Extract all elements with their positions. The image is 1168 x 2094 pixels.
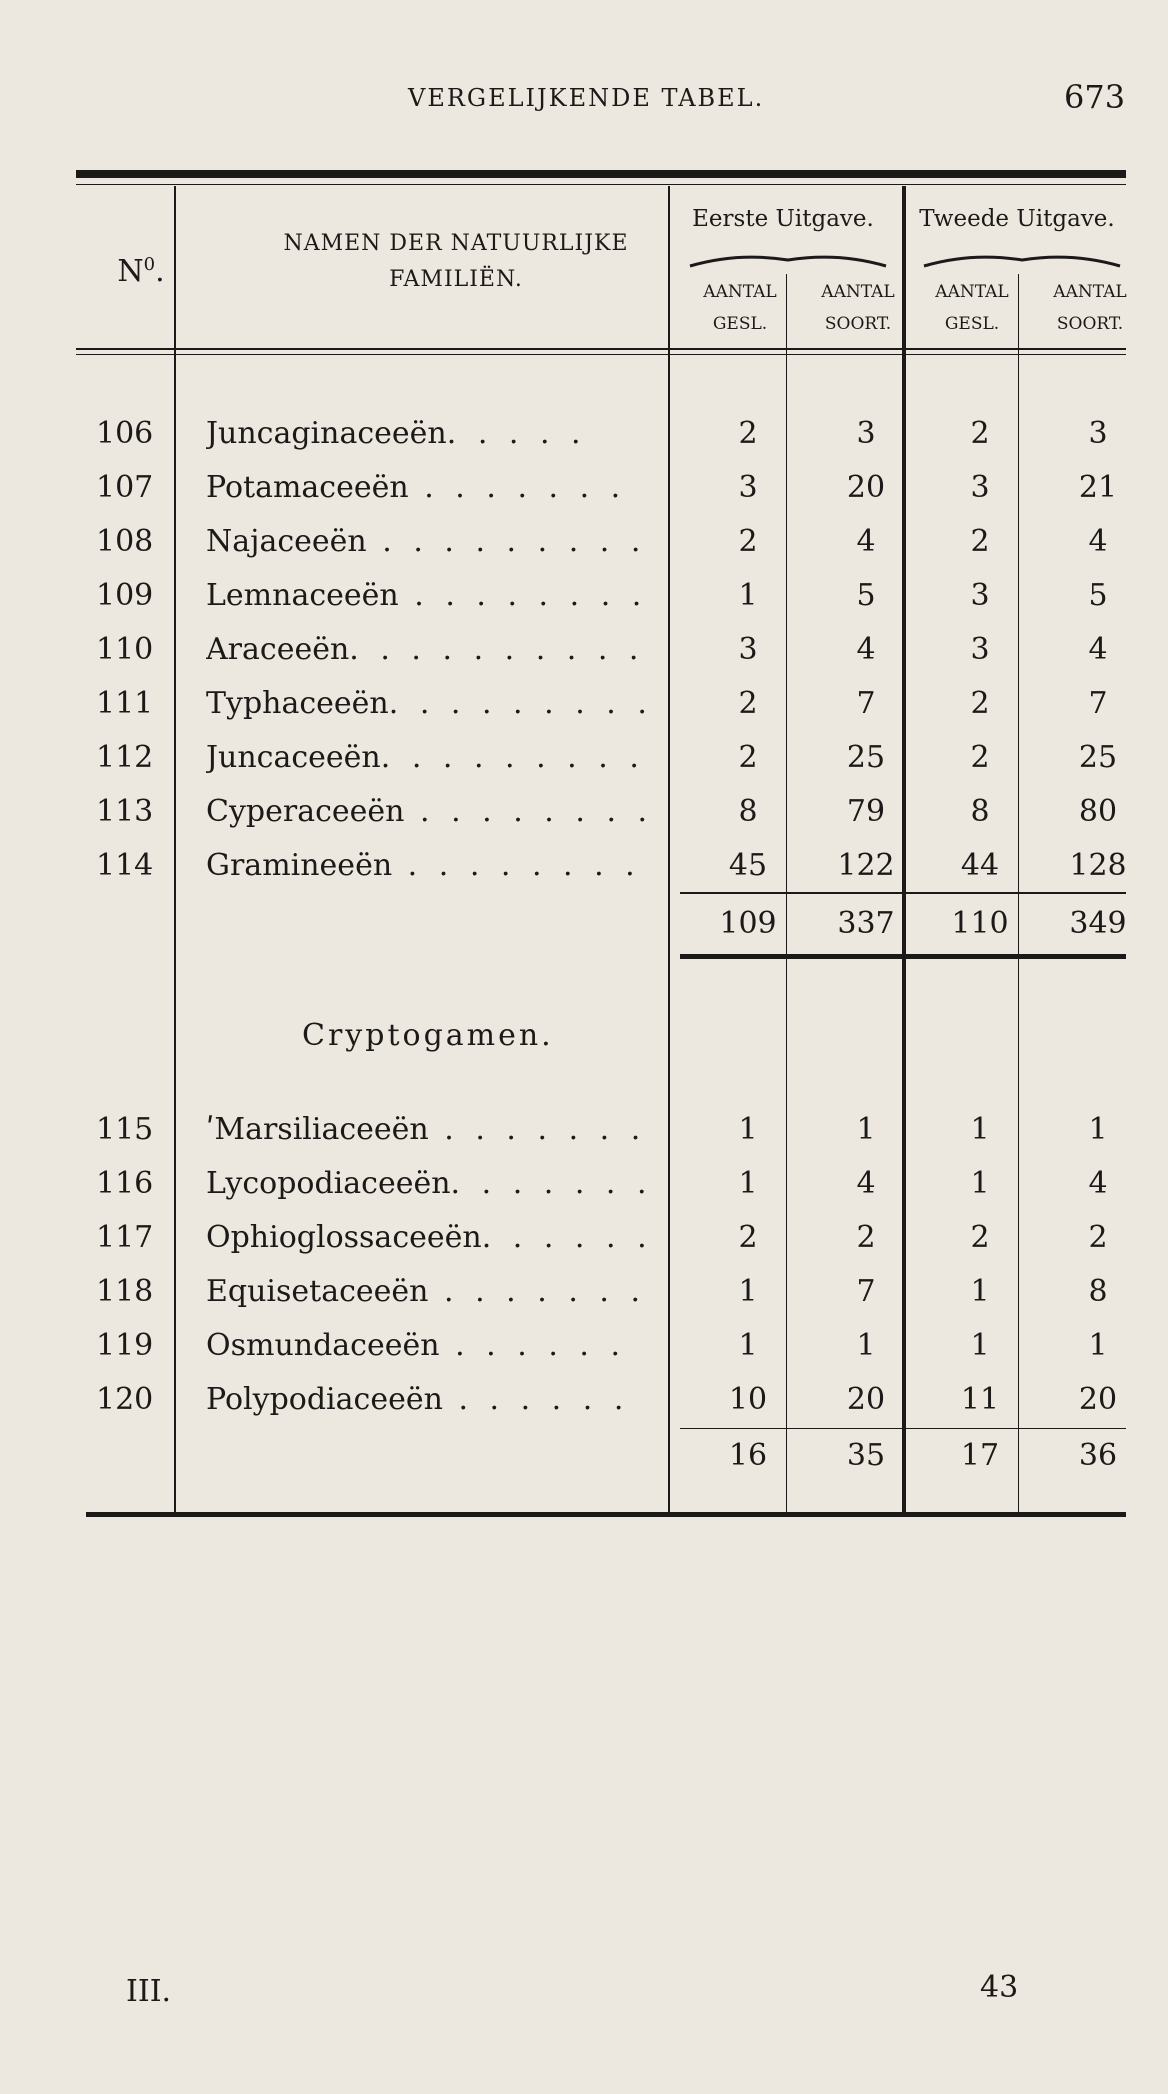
top-rule-thin	[76, 184, 1126, 185]
total-rule	[680, 954, 1126, 959]
header-rule	[76, 348, 1126, 350]
top-rule	[76, 170, 1126, 178]
table-row: 106 Juncaginaceeën. . . . . 2 3 2 3	[96, 416, 1108, 451]
table-row: 119 Osmundaceeën . . . . . . 1 1 1 1	[96, 1328, 1108, 1363]
section-title-cryptogamen: Cryptogamen.	[302, 1018, 554, 1053]
subheader-e1-gesl: AANTAL GESL.	[703, 282, 777, 334]
table-row: 109 Lemnaceeën . . . . . . . . 1 5 3 5	[96, 578, 1108, 613]
table-row: 115 ʹMarsiliaceeën . . . . . . . 1 1 1 1	[96, 1112, 1108, 1147]
subheader-e1-soort: AANTAL SOORT.	[821, 282, 895, 334]
table-row: 107 Potamaceeën . . . . . . . 3 20 3 21	[96, 470, 1118, 505]
header-rule-thin	[76, 354, 1126, 355]
subtotal-rule-cryptogamen	[680, 1428, 1126, 1429]
page-number: 673	[1064, 78, 1126, 116]
column-header-number: $N^0$.	[117, 254, 165, 289]
column-header-first-edition: Eerste Uitgave.	[692, 206, 874, 232]
table-row: 110 Araceeën. . . . . . . . . . 3 4 3 4	[96, 632, 1108, 667]
signature-mark: III.	[126, 1974, 172, 2009]
table-row: 118 Equisetaceeën . . . . . . . 1 7 1 8	[96, 1274, 1108, 1309]
table-row: 114 Gramineeën . . . . . . . . 45 122 44 128	[96, 848, 1127, 883]
table-row: 113 Cyperaceeën . . . . . . . . 8 79 8 80	[96, 794, 1118, 829]
table-row: 120 Polypodiaceeën . . . . . . 10 20 11 20	[96, 1382, 1118, 1417]
sheet-number: 43	[980, 1970, 1019, 2005]
table-row: 108 Najaceeën . . . . . . . . . 2 4 2 4	[96, 524, 1108, 559]
subtotal-rule	[680, 892, 1126, 894]
brace-second-edition	[922, 250, 1122, 270]
bottom-rule	[86, 1512, 1126, 1517]
brace-first-edition	[688, 250, 888, 270]
subheader-e2-gesl: AANTAL GESL.	[935, 282, 1009, 334]
comparison-table	[76, 168, 1126, 1528]
table-row: 112 Juncaceeën. . . . . . . . . 2 25 2 25	[96, 740, 1118, 775]
totals-row-cryptogamen: 16 35 17 36	[728, 1438, 1118, 1473]
table-row: 117 Ophioglossaceeën. . . . . . 2 2 2 2	[96, 1220, 1108, 1255]
running-title: VERGELIJKENDE TABEL.	[408, 84, 765, 112]
table-row: 111 Typhaceeën. . . . . . . . . 2 7 2 7	[96, 686, 1108, 721]
totals-row-phanerogamen: 109 337 110 349	[719, 906, 1127, 941]
column-header-second-edition: Tweede Uitgave.	[919, 206, 1115, 232]
subheader-e2-soort: AANTAL SOORT.	[1053, 282, 1127, 334]
table-row: 116 Lycopodiaceeën. . . . . . . 1 4 1 4	[96, 1166, 1108, 1201]
column-header-family-names: NAMEN DER NATUURLIJKE FAMILIËN.	[283, 231, 629, 292]
